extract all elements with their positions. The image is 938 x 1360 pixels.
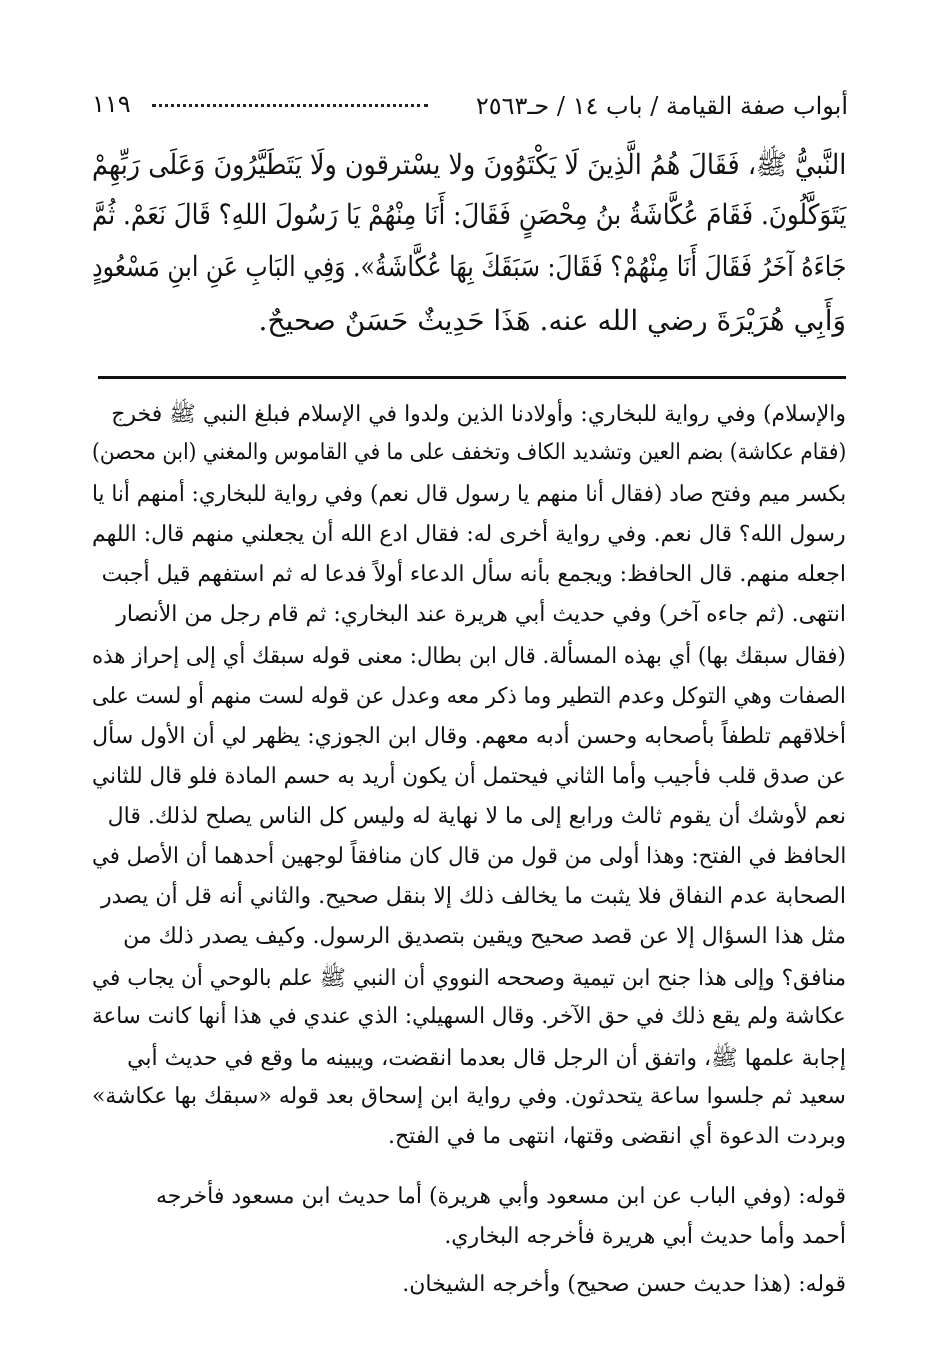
commentary-line: إجابة علمها ﷺ، واتفق أن الرجل قال بعدما انقضت، ويبينه ما وقع في حديث أبي (127, 1046, 846, 1071)
main-text-line: جَاءَهُ آخَرُ فَقَالَ أَنَا مِنْهُمْ؟ فَقَالَ: سَبَقَكَ بِهَا عُكَّاشَةُ». وَفِي البَابِ عَنِ ابنِ مَسْعُودٍ (91, 250, 846, 283)
commentary-line: الصحابة عدم النفاق فلا يثبت ما يخالف ذلك إلا بنقل صحيح. والثاني أنه قل أن يصدر (101, 884, 846, 909)
commentary-line: سعيد ثم جلسوا ساعة يتحدثون. وفي رواية ابن إسحاق بعد قوله «سبقك بها عكاشة» (92, 1084, 846, 1109)
commentary-line: وبردت الدعوة أي انقضى وقتها، انتهى ما في الفتح. (387, 1124, 846, 1149)
note-line: قوله: (هذا حديث حسن صحيح) وأخرجه الشيخان. (402, 1272, 846, 1297)
commentary-line: الحافظ في الفتح: وهذا أولى من قول من قال كان منافقاً لوجهين أحدهما أن الأصل في (91, 844, 846, 869)
commentary-line: (فقام عكاشة) بضم العين وتشديد الكاف وتخفف على ما في القاموس والمغني (ابن محصن) (91, 440, 846, 465)
commentary-line: عن صدق قلب فأجيب وأما الثاني فيحتمل أن يكون أريد به حسم المادة فلو قال للثاني (92, 764, 846, 789)
main-text-line: وَأَبِي هُرَيْرَةَ رضي الله عنه. هَذَا حَدِيثٌ حَسَنٌ صحيحٌ. (258, 304, 846, 337)
note-line: أحمد وأما حديث أبي هريرة فأخرجه البخاري. (444, 1224, 846, 1249)
commentary-line: اجعله منهم. قال الحافظ: ويجمع بأنه سأل الدعاء أولاً فدعا له ثم استفهم قيل أجبت (101, 562, 846, 587)
commentary-line: والإسلام) وفي رواية للبخاري: وأولادنا الذين ولدوا في الإسلام فبلغ النبي ﷺ فخرج (111, 402, 846, 427)
commentary-line: انتهى. (ثم جاءه آخر) وفي حديث أبي هريرة عند البخاري: ثم قام رجل من الأنصار (116, 602, 846, 627)
page-header (92, 86, 848, 126)
commentary-line: أخلاقهم تلطفاً بأصحابه وحسن أدبه معهم. وقال ابن الجوزي: يظهر لي أن الأول سأل (92, 724, 846, 749)
note-line: قوله: (وفي الباب عن ابن مسعود وأبي هريرة) أما حديث ابن مسعود فأخرجه (156, 1184, 846, 1209)
commentary-line: مثل هذا السؤال إلا عن قصد صحيح ويقين بتصديق الرسول. وكيف يصدر ذلك من (123, 924, 846, 949)
commentary-line: الصفات وهي التوكل وعدم التطير وما ذكر معه وعدل عن قوله لست منهم أو لست على (92, 684, 846, 709)
commentary-line: نعم لأوشك أن يقوم ثالث ورابع إلى ما لا نهاية له وليس كل الناس يصلح لذلك. قال (107, 804, 846, 829)
commentary-line: (فقال سبقك بها) أي بهذه المسألة. قال ابن بطال: معنى قوله سبقك أي إلى إحراز هذه (92, 644, 846, 669)
footnote-divider (98, 376, 846, 379)
commentary-line: بكسر ميم وفتح صاد (فقال أنا منهم يا رسول قال نعم) وفي رواية للبخاري: أمنهم أنا يا (91, 482, 846, 507)
main-text-line: النَّبيُّ ﷺ، فَقَالَ هُمُ الَّذِينَ لَا يَكْتَوُونَ ولا يسْترقون ولَا يَتَطَيَّرُونَ وَعَلَى رَبِّهِمْ (91, 148, 846, 181)
header-dot-leader (152, 104, 428, 107)
commentary-line: رسول الله؟ قال نعم. وفي رواية أخرى له: فقال ادع الله أن يجعلني منهم قال: اللهم (92, 522, 846, 547)
commentary-line: منافق؟ وإلى هذا جنح ابن تيمية وصححه النووي أن النبي ﷺ علم بالوحي أن يجاب في (91, 966, 846, 991)
page-number: ١١٩ (92, 90, 131, 118)
commentary-line: عكاشة ولم يقع ذلك في حق الآخر. وقال السهيلي: الذي عندي في هذا أنها كانت ساعة (92, 1004, 846, 1029)
main-text-line: يَتَوَكَّلُونَ. فَقَامَ عُكَّاشَةُ بنُ مِحْصَنٍ فَقَالَ: أَنَا مِنْهُمْ يَا رَسُولَ اللهِ؟ قَالَ نَعَمْ. ثُمَّ (91, 198, 846, 231)
header-title: أبواب صفة القيامة / باب ١٤ / حـ٢٥٦٣ (475, 92, 848, 120)
